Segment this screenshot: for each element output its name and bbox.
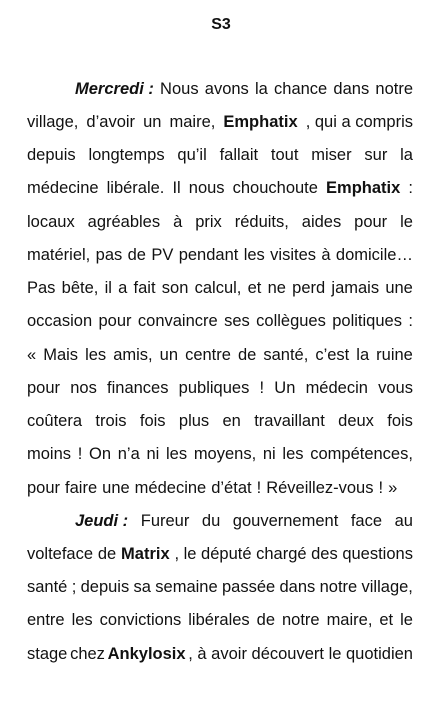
section-heading: S3 xyxy=(211,16,231,33)
word: politiques xyxy=(332,312,402,330)
word: Nous xyxy=(160,80,199,98)
word: matériel, xyxy=(27,246,91,264)
word: à xyxy=(321,246,331,264)
word: prix xyxy=(195,213,222,231)
word: les xyxy=(166,445,188,463)
word: miser xyxy=(311,146,352,164)
word: moyens, xyxy=(193,445,257,463)
word: Mercredi : xyxy=(75,80,154,98)
word: Jeudi : xyxy=(75,512,129,530)
word: pour xyxy=(27,479,61,497)
text-line xyxy=(27,576,413,598)
word: faire xyxy=(65,479,98,497)
word: fallait xyxy=(219,146,259,164)
word: publiques xyxy=(178,379,250,397)
word: ! xyxy=(256,479,262,497)
word: moins xyxy=(27,445,72,463)
word: le xyxy=(400,213,413,231)
text-line xyxy=(27,211,413,233)
word: qu’il xyxy=(177,146,207,164)
word: de xyxy=(256,611,276,629)
word: a xyxy=(118,279,128,297)
word: Matrix xyxy=(121,545,170,563)
word: depuis xyxy=(80,578,130,596)
word: perd xyxy=(292,279,326,297)
word: fois xyxy=(387,412,413,430)
word: notre xyxy=(319,578,358,596)
word: occasion xyxy=(27,312,93,330)
word: depuis xyxy=(27,146,76,164)
word: ne xyxy=(267,279,286,297)
text-line xyxy=(27,443,413,465)
word: passée xyxy=(221,578,276,596)
word: agréables xyxy=(87,213,161,231)
word: les xyxy=(85,346,107,364)
text-line xyxy=(27,310,413,332)
word: de xyxy=(237,346,257,364)
word: stage xyxy=(27,645,68,663)
word: ni xyxy=(262,445,276,463)
word: ; xyxy=(71,578,77,596)
word: « xyxy=(27,346,37,364)
word: médecine xyxy=(134,479,207,497)
word: jamais xyxy=(331,279,380,297)
word: d’avoir xyxy=(86,113,136,131)
word: aides xyxy=(301,213,342,231)
word: et xyxy=(379,611,394,629)
word: Emphatix xyxy=(326,179,401,197)
word: ni xyxy=(146,445,160,463)
word: une xyxy=(102,479,130,497)
word: trois xyxy=(95,412,127,430)
word: deux xyxy=(338,412,374,430)
text-line xyxy=(27,377,413,399)
word: travaillant xyxy=(254,412,325,430)
word: village, xyxy=(27,113,79,131)
text-line xyxy=(75,78,413,100)
text-line xyxy=(27,643,413,665)
word: il xyxy=(104,279,112,297)
word: visites xyxy=(270,246,317,264)
word: Il xyxy=(172,179,181,197)
word: convaincre xyxy=(137,312,218,330)
word: nous xyxy=(188,179,225,197)
word: la xyxy=(400,146,413,164)
word: chance xyxy=(274,80,328,98)
word: de xyxy=(97,545,117,563)
word: longtemps xyxy=(88,146,165,164)
word: maire, xyxy=(169,113,216,131)
word: pour xyxy=(98,312,132,330)
word: Un xyxy=(274,379,296,397)
word: santé xyxy=(27,578,68,596)
word: médecine xyxy=(27,179,99,197)
text-line xyxy=(27,244,413,266)
word: Pas xyxy=(27,279,56,297)
text-line xyxy=(27,111,413,133)
text-line xyxy=(27,410,413,432)
word: centre xyxy=(185,346,231,364)
word: pas xyxy=(95,246,123,264)
word: ruine xyxy=(376,346,413,364)
word: bête, xyxy=(61,279,99,297)
text-line xyxy=(27,277,413,299)
word: dans xyxy=(279,578,316,596)
word: n’a xyxy=(117,445,140,463)
word: libérales xyxy=(188,611,250,629)
word: , à avoir découvert le quotidien xyxy=(188,645,413,663)
text-line xyxy=(27,144,413,166)
word: ses xyxy=(224,312,250,330)
word: Ankylosix xyxy=(107,645,186,663)
word: pendant xyxy=(178,246,239,264)
word: Mais xyxy=(43,346,79,364)
word: libérale. xyxy=(106,179,165,197)
word: coûtera xyxy=(27,412,83,430)
word: chez xyxy=(70,645,105,663)
word: On xyxy=(89,445,112,463)
word: village, xyxy=(361,578,413,596)
word: entre xyxy=(27,611,65,629)
word: au xyxy=(394,512,413,530)
word: un xyxy=(143,113,162,131)
text-line xyxy=(27,344,413,366)
word: notre xyxy=(375,80,413,98)
word: Réveillez-vous xyxy=(266,479,374,497)
word: la xyxy=(356,346,370,364)
text-line xyxy=(27,477,413,499)
word: dans xyxy=(333,80,370,98)
text-line xyxy=(27,177,413,199)
word: ! xyxy=(259,379,265,397)
word: compétences, xyxy=(310,445,413,463)
word: sur xyxy=(364,146,388,164)
word: sa xyxy=(133,578,151,596)
word: collègues xyxy=(256,312,326,330)
word: » xyxy=(388,479,398,497)
word: du xyxy=(201,512,221,530)
word: domicile… xyxy=(335,246,413,264)
word: santé, xyxy=(263,346,309,364)
word: amis, xyxy=(113,346,153,364)
word: les xyxy=(282,445,304,463)
word: fois xyxy=(139,412,166,430)
word: un xyxy=(159,346,179,364)
text-line xyxy=(27,609,413,631)
word: notre xyxy=(281,611,320,629)
word: fait xyxy=(133,279,156,297)
word: plus xyxy=(178,412,210,430)
word: Emphatix xyxy=(223,113,298,131)
text-line xyxy=(75,510,413,532)
word: , le député chargé des questions xyxy=(174,545,413,563)
word: médecin xyxy=(305,379,368,397)
word: c’est xyxy=(315,346,350,364)
word: de xyxy=(127,246,146,264)
word: le xyxy=(400,611,413,629)
word: vous xyxy=(378,379,413,397)
text-line xyxy=(27,543,413,565)
word: face xyxy=(350,512,383,530)
word: , qui a compris xyxy=(305,113,413,131)
word: pour xyxy=(27,379,61,397)
word: réduits, xyxy=(234,213,289,231)
word: une xyxy=(385,279,413,297)
word: en xyxy=(222,412,241,430)
word: finances xyxy=(107,379,169,397)
word: nos xyxy=(70,379,97,397)
word: son xyxy=(161,279,189,297)
word: volteface xyxy=(27,545,94,563)
word: la xyxy=(254,80,268,98)
word: à xyxy=(173,213,183,231)
word: chouchoute xyxy=(232,179,318,197)
word: maire, xyxy=(326,611,373,629)
word: gouvernement xyxy=(232,512,339,530)
word: d’état xyxy=(211,479,252,497)
word: Fureur xyxy=(140,512,190,530)
word: les xyxy=(243,246,265,264)
word: : xyxy=(408,312,413,330)
word: convictions xyxy=(99,611,182,629)
word: tout xyxy=(270,146,299,164)
word: pour xyxy=(354,213,388,231)
word: semaine xyxy=(155,578,218,596)
word: et xyxy=(247,279,262,297)
word: les xyxy=(71,611,93,629)
word: avons xyxy=(204,80,249,98)
word: calcul, xyxy=(194,279,242,297)
word: ! xyxy=(77,445,83,463)
word: PV xyxy=(151,246,174,264)
word: ! xyxy=(378,479,384,497)
word: locaux xyxy=(27,213,75,231)
word: : xyxy=(408,179,413,197)
